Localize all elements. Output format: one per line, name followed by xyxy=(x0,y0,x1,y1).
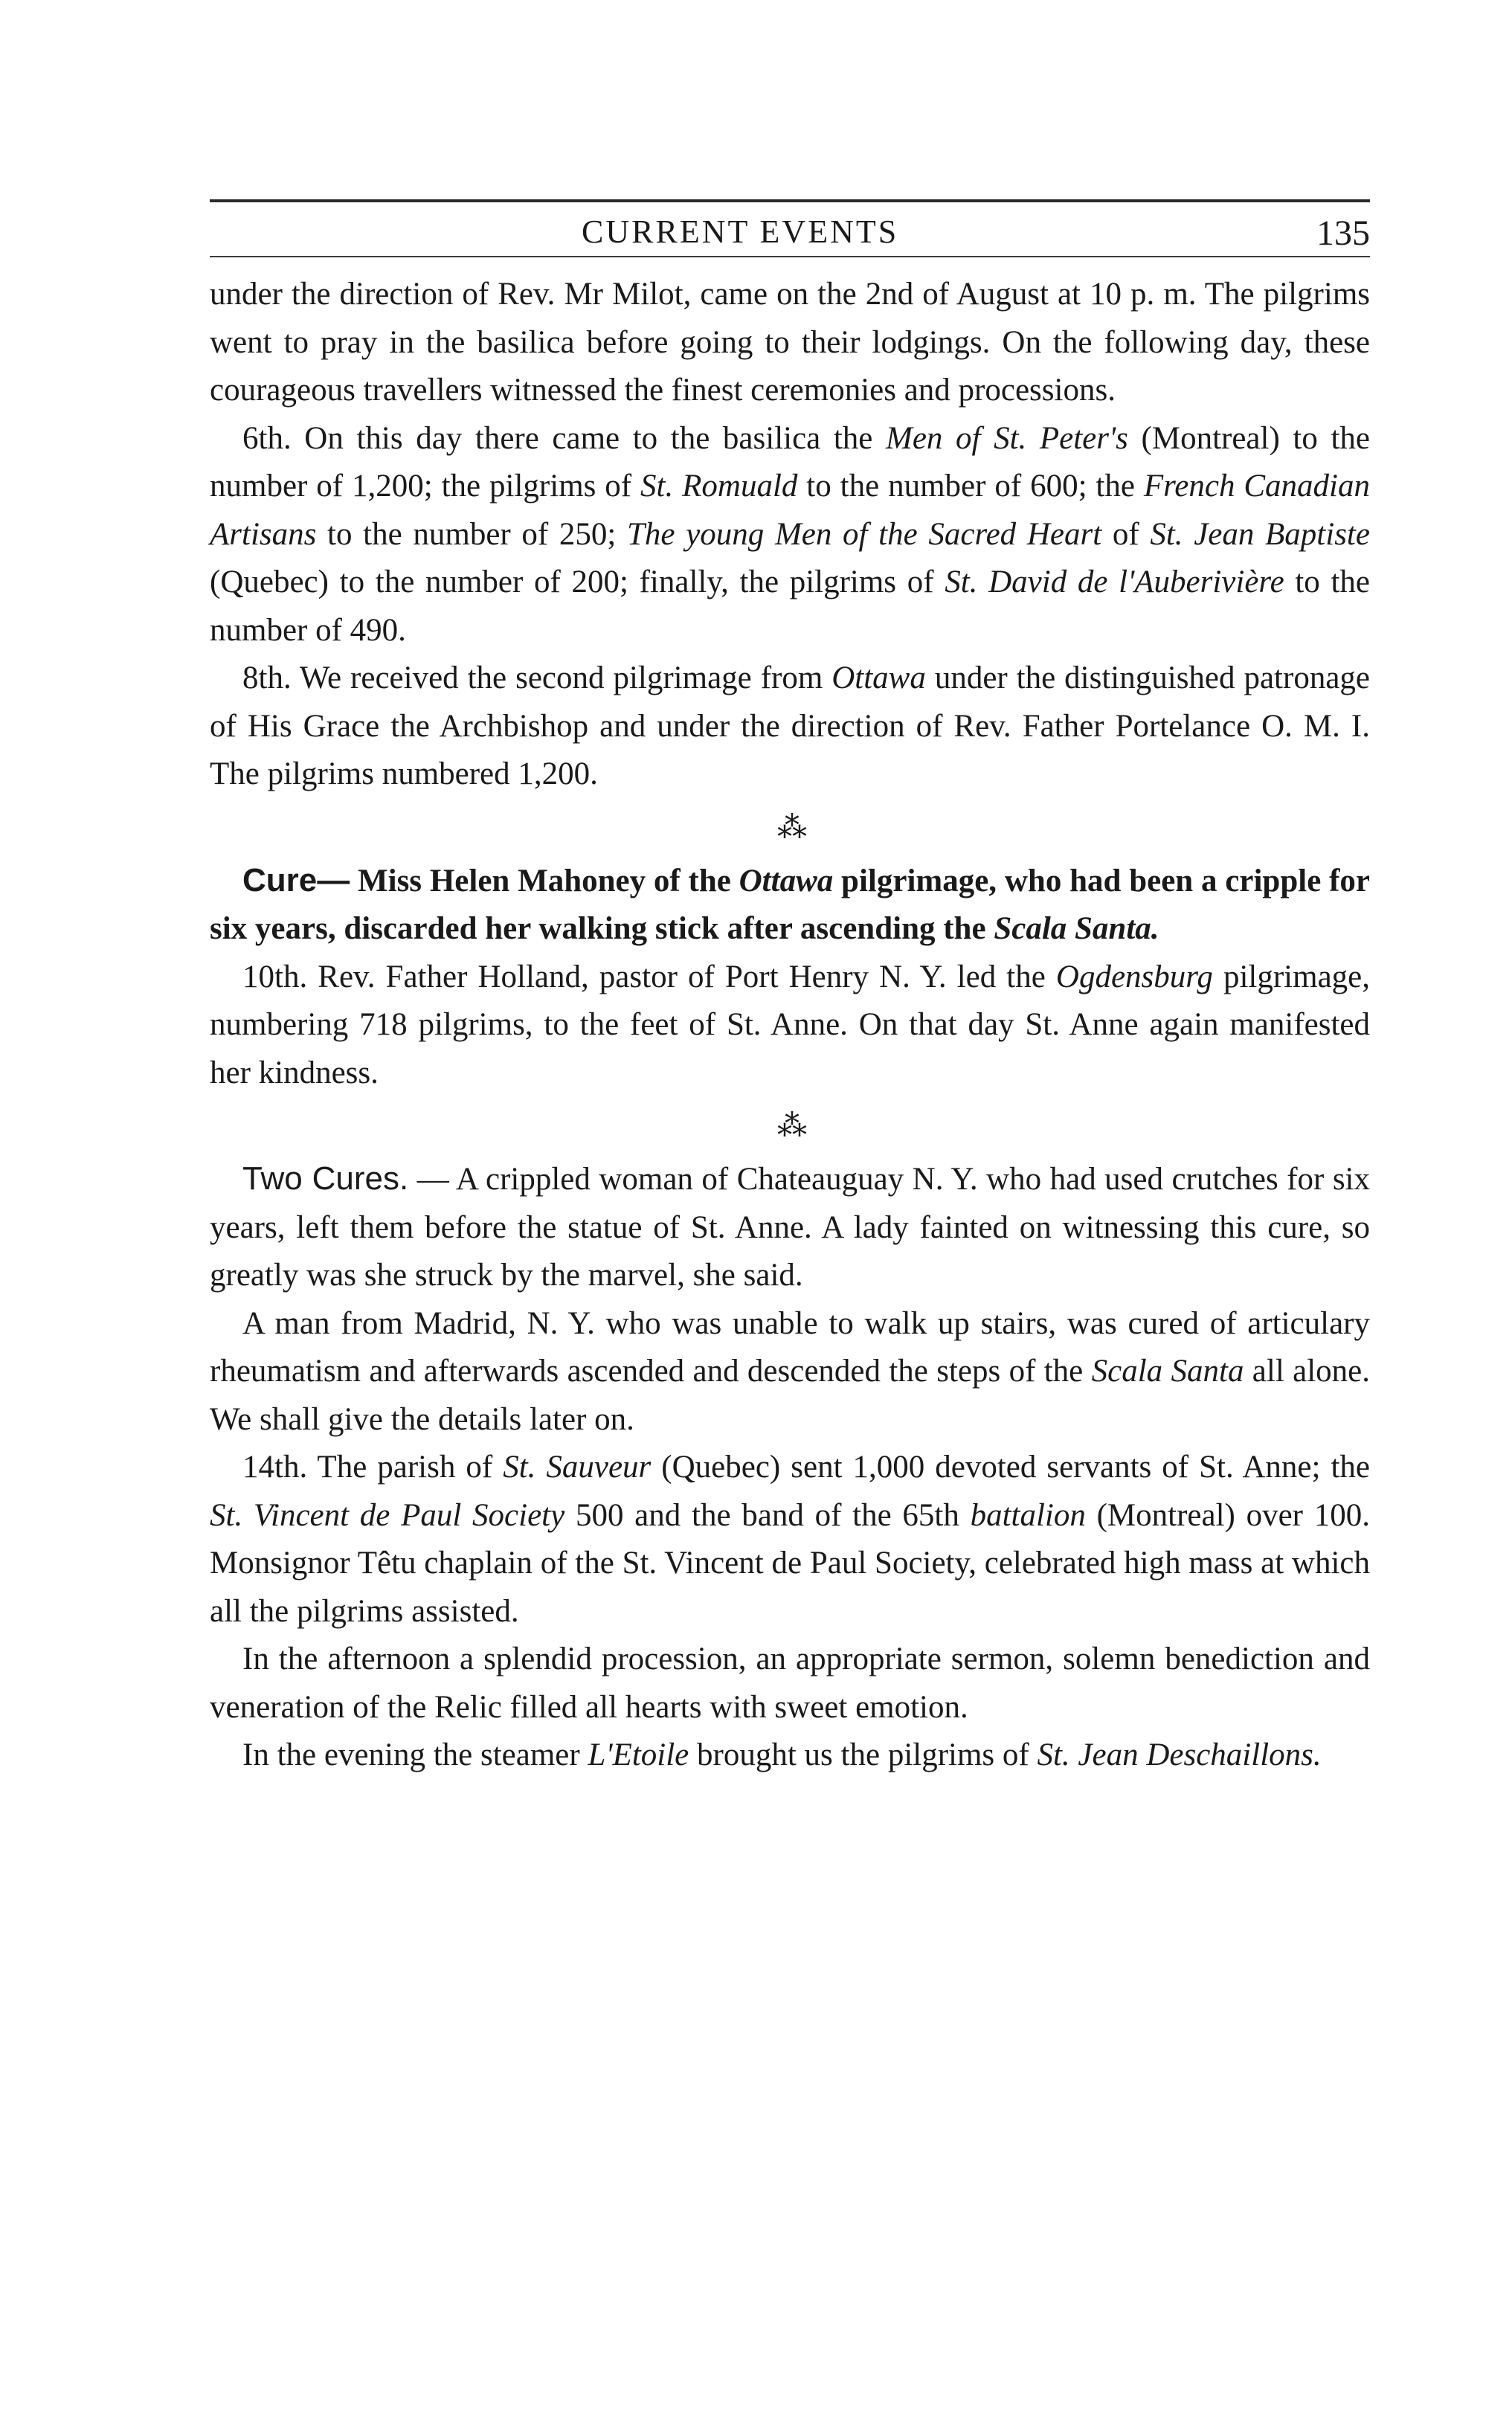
two-cures-heading: Two Cures. xyxy=(242,1160,409,1197)
paragraph-continuation: under the direction of Rev. Mr Milot, came on the 2nd of August at 10 p. m. The pilgrims went to pray in the basilica before going to their lodgings. On the following day, these courageous travellers witnessed the finest ceremonies and processions. xyxy=(210,277,1370,408)
section-ornament-icon: ⁂ xyxy=(777,810,802,844)
paragraph-6th: 6th. On this day there came to the basilica the Men of St. Peter's (Montreal) to the number of 1,200; the pilgrims of St. Romuald to the number of 600; the French Canadian Artisans to the number of 250; The young Men of the Sacred Heart of St. Jean Baptiste (Quebec) to the number of 200; finally, the pilgrims of St. David de l'Auberivière to the number of 490. xyxy=(210,420,1371,648)
paragraph-14th: 14th. The parish of St. Sauveur (Quebec) sent 1,000 devoted servants of St. Anne; the St. Vincent de Paul Society 500 and the band of the 65th battalion (Montreal) over 100. Monsignor Têtu chaplain of the St. Vincent de Paul Society, celebrated high mass at which all the pilgrims assisted. xyxy=(210,1450,1370,1629)
header-rule-bottom xyxy=(210,256,1370,257)
page-header xyxy=(210,213,1370,257)
paragraph-10th: 10th. Rev. Father Holland, pastor of Port Henry N. Y. led the Ogdensburg pilgrimage, numbering 718 pilgrims, to the feet of St. Anne. On that day St. Anne again manifested her kindness. xyxy=(210,959,1370,1090)
paragraph-two-cures: Two Cures. — A crippled woman of Chateauguay N. Y. who had used crutches for six years, left them before the statue of St. Anne. A lady fainted on witnessing this cure, so greatly was she struck by the marvel, she said. xyxy=(210,1160,1370,1293)
paragraph-8th: 8th. We received the second pilgrimage from Ottawa under the distinguished patronage of His Grace the Archbishop and under the direction of Rev. Father Portelance O. M. I. The pilgrims numbered 1,200. xyxy=(210,660,1370,791)
running-head: CURRENT EVENTS xyxy=(582,213,899,250)
page-number: 135 xyxy=(1316,213,1370,253)
paragraph-evening: In the evening the steamer L'Etoile brought us the pilgrims of St. Jean Deschaillons. xyxy=(242,1737,1322,1772)
section-ornament-icon-2: ⁂ xyxy=(777,1109,802,1142)
cure-heading: Cure— xyxy=(242,861,350,898)
paragraph-afternoon: In the afternoon a splendid procession, an appropriate sermon, solemn benediction and veneration of the Relic filled all hearts with sweet emotion. xyxy=(210,1642,1370,1725)
header-rule-top xyxy=(210,199,1370,202)
paragraph-madrid: A man from Madrid, N. Y. who was unable to walk up stairs, was cured of articulary rheumatism and afterwards ascended and descended the steps of the Scala Santa all alone. We shall give the details later on. xyxy=(210,1305,1370,1437)
paragraph-cure: Cure— Miss Helen Mahoney of the Ottawa pilgrimage, who had been a cripple for six years, discarded her walking stick after ascending the Scala Santa. xyxy=(210,861,1370,946)
body-text xyxy=(210,271,1370,1780)
